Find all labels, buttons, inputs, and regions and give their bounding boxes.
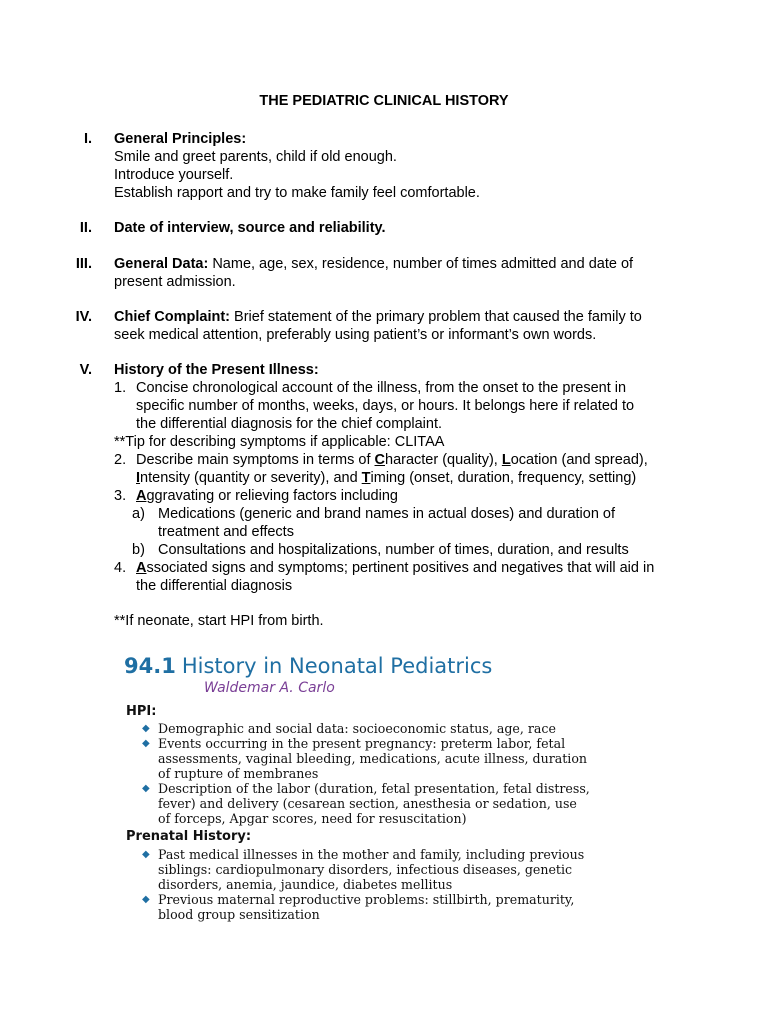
section-heading: General Principles: xyxy=(114,131,247,147)
section-heading: General Data: xyxy=(114,256,209,272)
text-line: treatment and effects xyxy=(158,524,294,540)
text-line: Establish rapport and try to make family feel comfortable. xyxy=(114,185,480,201)
text-line: Introduce yourself. xyxy=(114,167,234,183)
text-segment: ntensity (quantity or severity), and xyxy=(140,470,362,486)
text-line: assessments, vaginal bleeding, medications, acute illness, duration xyxy=(158,751,588,766)
excerpt-author: Waldemar A. Carlo xyxy=(204,680,335,696)
excerpt-list-item xyxy=(140,847,655,892)
text-line: Events occurring in the present pregnancy: preterm labor, fetal xyxy=(158,736,566,751)
section-heading: History of the Present Illness: xyxy=(114,362,319,378)
text-line: Previous maternal reproductive problems: stillbirth, prematurity, xyxy=(158,892,575,907)
section-number: I. xyxy=(83,131,92,147)
text-segment: Describe main symptoms in terms of xyxy=(136,452,375,468)
list-item xyxy=(114,379,674,433)
text-line: seek medical attention, preferably using patient’s or informant’s own words. xyxy=(114,327,597,343)
text-line: Concise chronological account of the illness, from the onset to the present in xyxy=(136,380,627,396)
list-item xyxy=(114,487,674,505)
item-number: 1. xyxy=(114,380,127,396)
tip-line: **Tip for describing symptoms if applicable: CLITAA xyxy=(114,434,445,450)
text-segment: iming (onset, duration, frequency, setting) xyxy=(370,470,637,486)
diamond-bullet-icon: ◆ xyxy=(142,738,150,749)
sub-list-item xyxy=(114,505,674,541)
text-segment: haracter (quality), xyxy=(385,452,502,468)
excerpt-list-item xyxy=(140,736,655,781)
text-line: disorders, anemia, jaundice, diabetes mellitus xyxy=(158,877,453,892)
item-number: 4. xyxy=(114,560,127,576)
text-line: Past medical illnesses in the mother and family, including previous xyxy=(158,847,585,862)
text-line: Name, age, sex, residence, number of times admitted and date of xyxy=(208,256,634,272)
book-excerpt-image xyxy=(120,650,660,930)
text-line: Smile and greet parents, child if old enough. xyxy=(114,149,397,165)
text-line: of rupture of membranes xyxy=(158,766,319,781)
section-number: V. xyxy=(79,362,92,378)
mnemonic-letter: T xyxy=(361,470,371,486)
list-item xyxy=(114,559,674,595)
text-line: the differential diagnosis xyxy=(136,578,293,594)
excerpt-list-item xyxy=(140,721,655,736)
text-line: present admission. xyxy=(114,274,236,290)
text-line: Description of the labor (duration, fetal presentation, fetal distress, xyxy=(158,781,590,796)
text-line: siblings: cardiopulmonary disorders, infectious diseases, genetic xyxy=(158,862,573,877)
diamond-bullet-icon: ◆ xyxy=(142,849,150,860)
mnemonic-letter: I xyxy=(136,470,141,486)
text-line: Demographic and social data: socioeconomic status, age, race xyxy=(158,721,556,736)
excerpt-prenatal-heading: Prenatal History: xyxy=(126,829,252,844)
neonate-note: **If neonate, start HPI from birth. xyxy=(114,613,324,629)
text-line: of forceps, Apgar scores, need for resuscitation) xyxy=(158,811,467,826)
excerpt-hpi-heading: HPI: xyxy=(126,704,157,719)
mnemonic-letter: A xyxy=(136,488,147,504)
text-line: Consultations and hospitalizations, number of times, duration, and results xyxy=(158,542,629,558)
item-number: 2. xyxy=(114,452,127,468)
section-heading: Chief Complaint: xyxy=(114,309,230,325)
excerpt-list-item xyxy=(140,781,655,826)
excerpt-list-item xyxy=(140,892,655,922)
list-item xyxy=(114,451,674,487)
item-letter: b) xyxy=(132,542,145,558)
text-line: Brief statement of the primary problem that caused the family to xyxy=(230,309,642,325)
text-line: fever) and delivery (cesarean section, anesthesia or sedation, use xyxy=(158,796,577,811)
text-segment: ssociated signs and symptoms; pertinent positives and negatives that will aid in xyxy=(146,560,655,576)
item-letter: a) xyxy=(132,506,145,522)
text-line: blood group sensitization xyxy=(158,907,320,922)
section-number: IV. xyxy=(75,309,92,325)
mnemonic-letter: C xyxy=(374,452,385,468)
mnemonic-letter: L xyxy=(501,452,511,468)
text-segment: ocation (and spread), xyxy=(510,452,648,468)
sub-list-item xyxy=(114,541,674,559)
excerpt-chapter-number: 94.1 xyxy=(124,654,176,678)
excerpt-hpi-list xyxy=(140,721,655,826)
excerpt-title-text: History in Neonatal Pediatrics xyxy=(181,654,493,678)
diamond-bullet-icon: ◆ xyxy=(142,894,150,905)
excerpt-title xyxy=(124,654,492,678)
section-number: II. xyxy=(79,220,92,236)
diamond-bullet-icon: ◆ xyxy=(142,783,150,794)
text-line: the differential diagnosis for the chief complaint. xyxy=(136,416,443,432)
mnemonic-letter: A xyxy=(136,560,147,576)
diamond-bullet-icon: ◆ xyxy=(142,723,150,734)
document-title: THE PEDIATRIC CLINICAL HISTORY xyxy=(259,93,509,109)
item-number: 3. xyxy=(114,488,127,504)
section-number: III. xyxy=(75,256,92,272)
text-segment: ggravating or relieving factors including xyxy=(146,488,398,504)
text-line: Medications (generic and brand names in actual doses) and duration of xyxy=(158,506,616,522)
excerpt-prenatal-list xyxy=(140,847,655,922)
text-line: specific number of months, weeks, days, or hours. It belongs here if related to xyxy=(136,398,635,414)
section-heading: Date of interview, source and reliability. xyxy=(114,220,386,236)
